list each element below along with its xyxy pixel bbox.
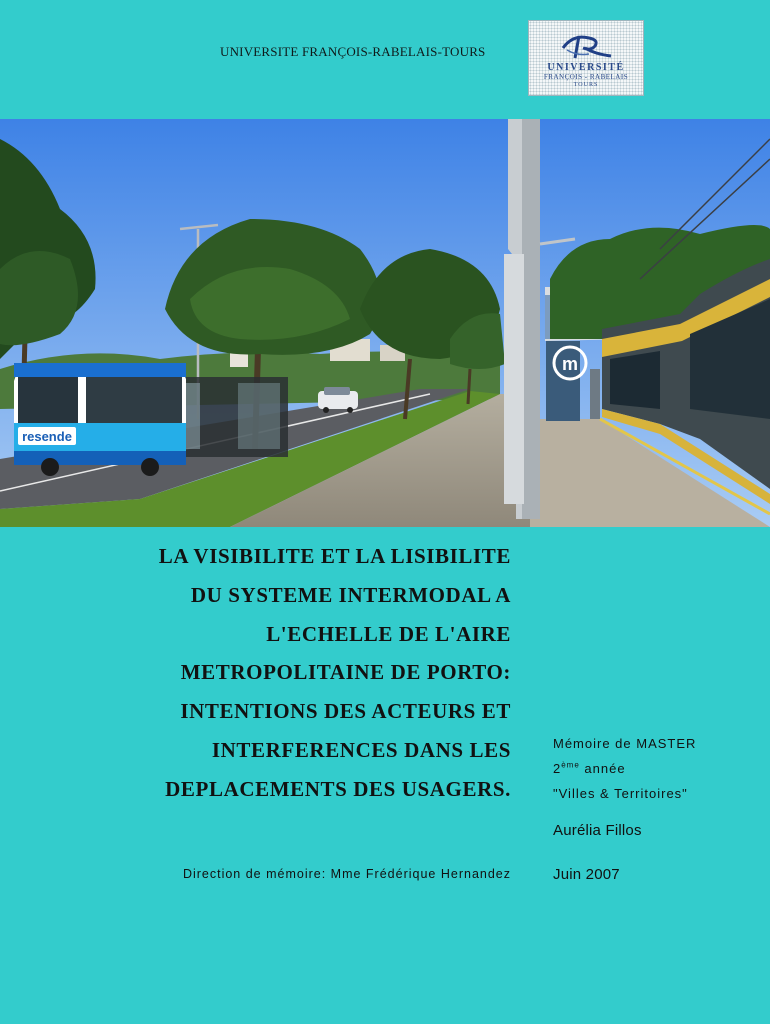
year-word: année bbox=[584, 761, 626, 776]
cover-photo bbox=[0, 119, 770, 527]
year-suffix: ème bbox=[561, 760, 580, 770]
date-label: Juin 2007 bbox=[553, 866, 620, 883]
program-label: "Villes & Territoires" bbox=[553, 786, 688, 801]
title-line: DU SYSTEME INTERMODAL A bbox=[190, 582, 511, 607]
logo-text-francois-rabelais: FRANÇOIS - RABELAIS bbox=[543, 73, 629, 81]
university-name: UNIVERSITE FRANÇOIS-RABELAIS-TOURS bbox=[220, 44, 486, 59]
metro-logo-letter: m bbox=[561, 354, 579, 374]
thesis-supervisor: Direction de mémoire: Mme Frédérique Hernandez bbox=[182, 867, 511, 881]
university-logo bbox=[528, 20, 644, 96]
author-name: Aurélia Fillos bbox=[553, 822, 642, 839]
title-line: INTENTIONS DES ACTEURS ET bbox=[180, 699, 511, 724]
cover-photo-illustration bbox=[0, 119, 770, 527]
year-number: 2 bbox=[553, 761, 562, 776]
degree-label: Mémoire de MASTER bbox=[553, 736, 697, 751]
logo-emblem-icon bbox=[555, 26, 619, 62]
bus-destination-sign: resende bbox=[22, 429, 72, 444]
logo-text-universite: UNIVERSITÉ bbox=[547, 62, 625, 73]
title-line: INTERFERENCES DANS LES bbox=[211, 737, 511, 762]
year-label bbox=[553, 759, 696, 784]
title-line: L'ECHELLE DE L'AIRE bbox=[266, 621, 511, 646]
degree-info bbox=[553, 734, 696, 809]
title-line: DEPLACEMENTS DES USAGERS. bbox=[165, 776, 511, 801]
title-line: METROPOLITAINE DE PORTO: bbox=[180, 660, 511, 685]
title-line: LA VISIBILITE ET LA LISIBILITE bbox=[158, 544, 511, 568]
logo-text-tours: TOURS bbox=[573, 82, 599, 88]
thesis-title bbox=[100, 537, 511, 809]
